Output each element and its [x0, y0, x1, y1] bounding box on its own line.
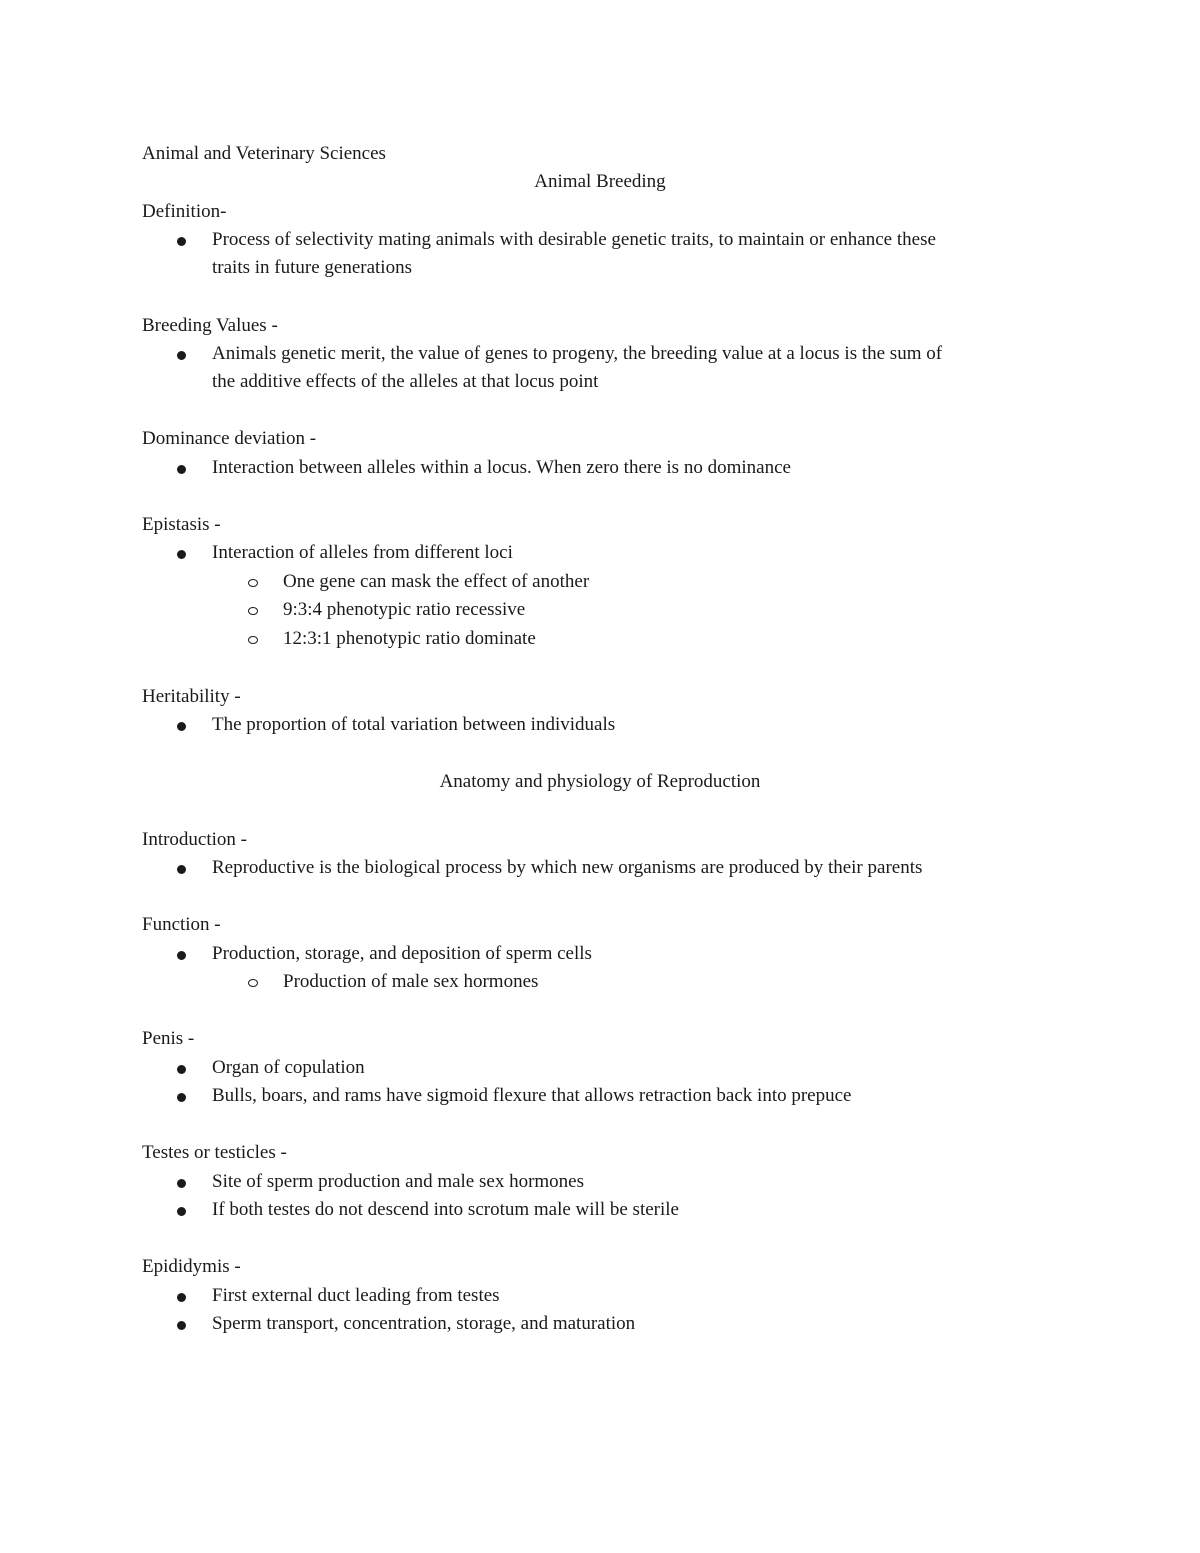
bullet-icon	[177, 1179, 186, 1188]
bullet-icon	[177, 1093, 186, 1102]
testes-heading: Testes or testicles -	[142, 1142, 287, 1163]
breeding-values-heading: Breeding Values -	[142, 315, 278, 336]
breeding-values-text-line-2: the additive effects of the alleles at that locus point	[212, 371, 599, 392]
bullet-icon	[177, 550, 186, 559]
bullet-icon	[177, 1321, 186, 1330]
epistasis-sub-1: One gene can mask the effect of another	[283, 571, 590, 592]
bullet-icon	[177, 1293, 186, 1302]
bullet-icon	[177, 865, 186, 874]
hollow-bullet-icon	[248, 979, 258, 987]
penis-text-2: Bulls, boars, and rams have sigmoid flexure that allows retraction back into prepuce	[212, 1085, 852, 1106]
function-text: Production, storage, and deposition of sperm cells	[212, 943, 592, 964]
epididymis-text-2: Sperm transport, concentration, storage, and maturation	[212, 1313, 636, 1334]
epistasis-heading: Epistasis -	[142, 514, 221, 535]
hollow-bullet-icon	[248, 607, 258, 615]
testes-text-1: Site of sperm production and male sex hormones	[212, 1171, 585, 1192]
penis-heading: Penis -	[142, 1028, 195, 1049]
bullet-icon	[177, 1065, 186, 1074]
dominance-deviation-heading: Dominance deviation -	[142, 428, 317, 449]
hollow-bullet-icon	[248, 636, 258, 644]
breeding-values-text-line-1: Animals genetic merit, the value of genes to progeny, the breeding value at a locus is the sum of	[212, 343, 943, 364]
introduction-text: Reproductive is the biological process by which new organisms are produced by their parents	[212, 857, 923, 878]
dominance-deviation-text: Interaction between alleles within a locus. When zero there is no dominance	[212, 457, 791, 478]
epistasis-text: Interaction of alleles from different loci	[212, 542, 513, 563]
epistasis-sub-3: 12:3:1 phenotypic ratio dominate	[283, 628, 536, 649]
testes-text-2: If both testes do not descend into scrotum male will be sterile	[212, 1199, 679, 1220]
section-title: Anatomy and physiology of Reproduction	[439, 771, 761, 792]
introduction-heading: Introduction -	[142, 829, 248, 850]
bullet-icon	[177, 351, 186, 360]
epididymis-text-1: First external duct leading from testes	[212, 1285, 500, 1306]
epistasis-sub-2: 9:3:4 phenotypic ratio recessive	[283, 599, 526, 620]
bullet-icon	[177, 237, 186, 246]
bullet-icon	[177, 465, 186, 474]
course-name: Animal and Veterinary Sciences	[142, 143, 386, 164]
function-sub-1: Production of male sex hormones	[283, 971, 539, 992]
bullet-icon	[177, 951, 186, 960]
epididymis-heading: Epididymis -	[142, 1256, 241, 1277]
page-title: Animal Breeding	[534, 171, 666, 192]
bullet-icon	[177, 722, 186, 731]
function-heading: Function -	[142, 914, 221, 935]
definition-heading: Definition-	[142, 201, 227, 222]
hollow-bullet-icon	[248, 579, 258, 587]
definition-text-line-2: traits in future generations	[212, 257, 412, 278]
bullet-icon	[177, 1207, 186, 1216]
heritability-text: The proportion of total variation between individuals	[212, 714, 616, 735]
definition-text-line-1: Process of selectivity mating animals with desirable genetic traits, to maintain or enhance these	[212, 229, 936, 250]
penis-text-1: Organ of copulation	[212, 1057, 365, 1078]
heritability-heading: Heritability -	[142, 686, 241, 707]
